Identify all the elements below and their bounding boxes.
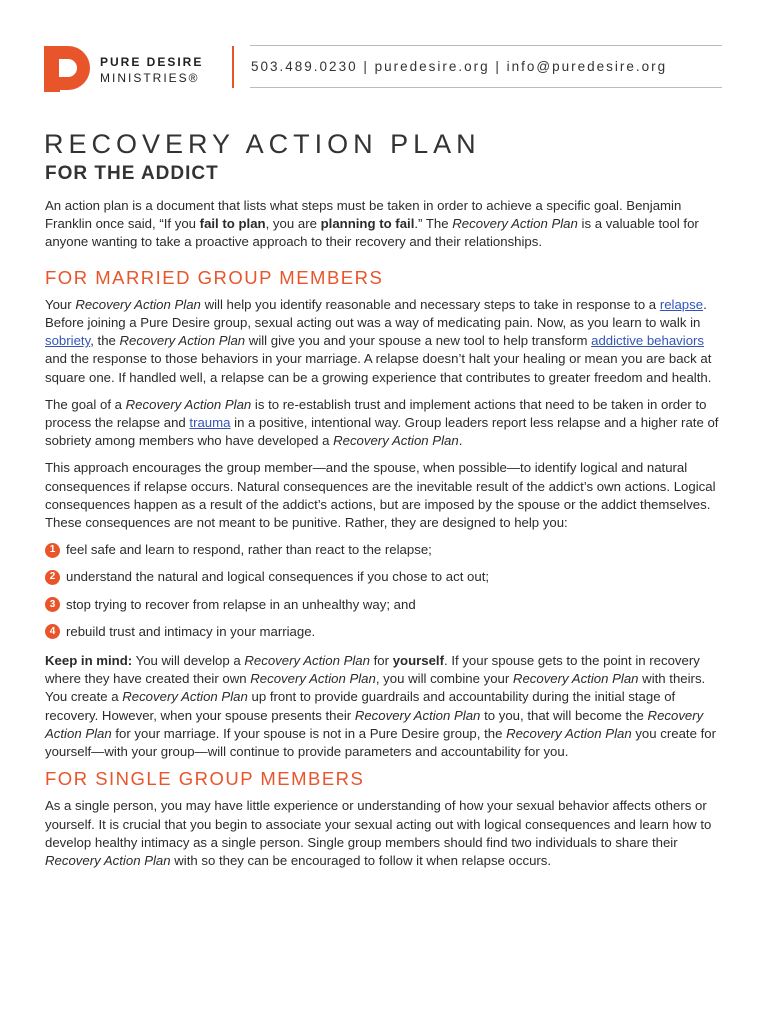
text: you create for yourself—with your group—will continue to provide parameters and accountability for you. — [45, 725, 716, 760]
text: for your marriage. If your spouse is not in a Pure Desire group, the — [111, 725, 507, 741]
text: The goal of a — [45, 396, 126, 412]
document-body — [45, 197, 725, 879]
text: Your — [45, 296, 76, 312]
addictive-behaviors-link[interactable]: addictive behaviors — [591, 333, 705, 349]
relapse-link[interactable]: relapse — [659, 296, 704, 312]
text: and the response to those behaviors in your marriage. A relapse doesn’t halt your healing or mean you are back at square one. If handled well, a relapse can be a growing experience that contributes to greater freedom and health. — [45, 351, 712, 385]
text: , the — [90, 333, 120, 349]
header-rule-top — [250, 45, 722, 46]
list-item-text: stop trying to recover from relapse in an unhealthy way; and — [66, 596, 416, 612]
italic: Recovery Action Plan — [250, 671, 376, 687]
contact-info: 503.489.0230 | puredesire.org | info@puredesire.org — [251, 59, 668, 74]
bold: yourself — [392, 653, 444, 669]
text: . — [458, 433, 463, 449]
italic: Recovery Action Plan — [45, 853, 171, 869]
bold: Keep in mind: — [45, 653, 133, 669]
list-item-text: understand the natural and logical consequences if you chose to act out; — [66, 569, 490, 585]
text: will give you and your spouse a new tool to help transform — [245, 333, 592, 349]
sobriety-link[interactable]: sobriety — [45, 333, 91, 349]
text: up front to provide guardrails and accountability during the initial stage of recovery. However, when your spouse presents their — [45, 689, 676, 723]
brand-line-1: PURE DESIRE — [100, 55, 204, 69]
text: , you will combine your — [375, 671, 513, 687]
number-badge: 1 — [45, 543, 60, 558]
intro-bold: fail to plan — [199, 216, 266, 232]
italic: Recovery Action Plan — [75, 296, 201, 312]
list-item — [45, 623, 725, 641]
married-paragraph-2 — [45, 396, 725, 451]
brand-name — [100, 54, 203, 86]
list-item — [45, 596, 725, 614]
text: in a positive, intentional way. Group leaders report less relapse and a higher rate of sobriety among members who have developed a — [45, 415, 719, 449]
numbered-list — [45, 541, 725, 641]
brand-line-2: MINISTRIES® — [100, 71, 200, 85]
italic: Recovery Action Plan — [333, 433, 459, 449]
text: is to re-establish trust and implement actions that need to be taken in order to process the relapse and — [45, 396, 707, 431]
header-rule-bottom — [250, 87, 722, 88]
text: . Before joining a Pure Desire group, sexual acting out was a way of medicating pain. Now, as you learn to walk in — [45, 296, 707, 331]
intro-bold: planning to fail — [320, 216, 415, 232]
number-badge: 2 — [45, 570, 60, 585]
keep-in-mind-paragraph — [45, 652, 725, 761]
trauma-link[interactable]: trauma — [189, 415, 231, 431]
text: You will develop a — [132, 653, 245, 669]
italic: Recovery Action Plan — [506, 725, 632, 741]
married-paragraph-1 — [45, 296, 725, 387]
single-paragraph-1 — [45, 797, 725, 870]
text: As a single person, you may have little experience or understanding of how your sexual behavior affects others or yourself. It is crucial that you begin to associate your sexual acting out with logical consequences and learn how to develop healthy intimacy as a single person. Single group members should find two individuals to share their — [45, 798, 712, 850]
header-divider — [232, 46, 234, 88]
intro-text: .” The — [414, 216, 453, 232]
text: will help you identify reasonable and necessary steps to take in response to a — [200, 296, 660, 312]
list-item-text: rebuild trust and intimacy in your marriage. — [66, 623, 316, 639]
italic: Recovery Action Plan — [512, 671, 639, 687]
italic: Recovery Action Plan — [244, 653, 370, 669]
number-badge: 3 — [45, 597, 60, 612]
list-item-text: feel safe and learn to respond, rather than react to the relapse; — [66, 542, 432, 558]
intro-text: , you are — [265, 216, 321, 232]
italic: Recovery Action Plan — [354, 707, 481, 723]
list-item — [45, 541, 725, 559]
married-paragraph-3: This approach encourages the group member—and the spouse, when possible—to identify logical and natural consequences if relapse occurs. Natural consequences are the inevitable result of the addict’s own actions. Logical consequences happen as a result of the addict’s actions, but are imposed by the spouse or the addict themselves. These consequences are not meant to be punitive. Rather, they are designed to help you: — [45, 460, 716, 531]
italic: Recovery Action Plan — [119, 333, 246, 349]
intro-text: is a valuable tool for anyone wanting to take a proactive approach to their recovery and their relationships. — [45, 216, 699, 250]
text: to you, that will become the — [480, 707, 648, 723]
list-item — [45, 568, 725, 586]
italic: Recovery Action Plan — [45, 707, 704, 741]
page-subtitle: FOR THE ADDICT — [45, 163, 219, 184]
intro-italic: Recovery Action Plan — [452, 216, 578, 232]
italic: Recovery Action Plan — [125, 396, 252, 412]
number-badge: 4 — [45, 624, 60, 639]
text: for — [369, 653, 393, 669]
intro-paragraph — [45, 197, 725, 252]
text: with so they can be encouraged to follow it when relapse occurs. — [170, 853, 552, 869]
intro-text: An action plan is a document that lists what steps must be taken in order to achieve a specific goal. Benjamin Franklin once said, “If you — [45, 198, 682, 232]
married-heading: FOR MARRIED GROUP MEMBERS — [45, 266, 384, 288]
italic: Recovery Action Plan — [122, 689, 248, 705]
single-heading: FOR SINGLE GROUP MEMBERS — [45, 768, 365, 790]
pure-desire-logo-icon — [44, 46, 90, 92]
page-title: RECOVERY ACTION PLAN — [44, 129, 481, 159]
text: . If your spouse gets to the point in recovery where they have created their own — [45, 653, 700, 687]
text: with theirs. You create a — [45, 671, 706, 705]
